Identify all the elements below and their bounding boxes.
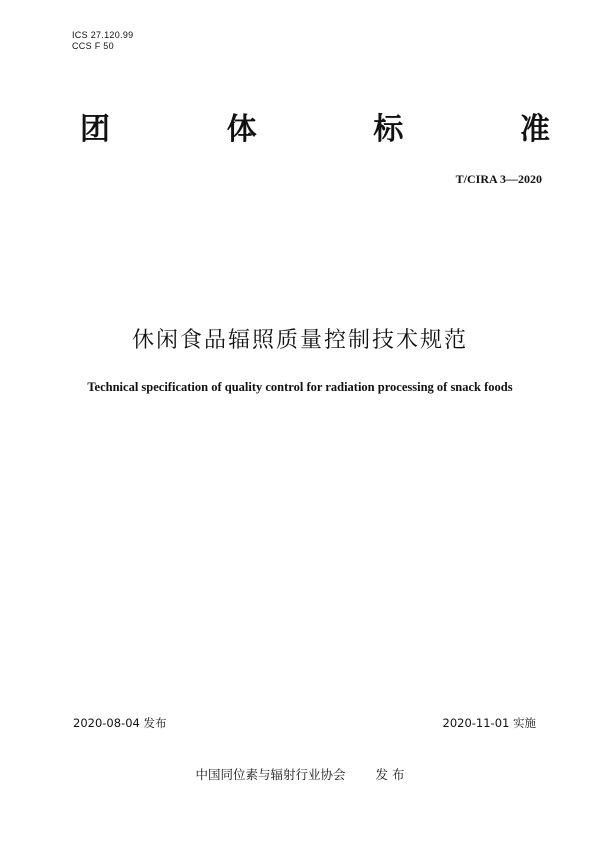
doc-type-char: 准 — [519, 112, 550, 147]
document-type-heading — [80, 112, 550, 148]
issuer-line — [0, 765, 600, 783]
ccs-code: CCS F 50 — [72, 41, 114, 51]
doc-type-char: 团 — [80, 112, 110, 147]
classification-codes — [72, 30, 133, 52]
title-chinese: 休闲食品辐照质量控制技术规范 — [131, 328, 468, 353]
issuer-name: 中国同位素与辐射行业协会 — [195, 767, 346, 782]
ics-code: ICS 27.120.99 — [72, 30, 134, 40]
issuer-action: 发 布 — [375, 767, 405, 782]
divider-line — [72, 738, 542, 739]
doc-type-char: 标 — [373, 112, 404, 147]
standard-number: T/CIRA 3—2020 — [455, 172, 542, 186]
implementation-date: 2020-11-01 实施 — [442, 716, 536, 730]
issue-date: 2020-08-04 发布 — [73, 716, 167, 730]
title-english: Technical specification of quality control for radiation processing of snack foods — [87, 380, 513, 394]
doc-type-char: 体 — [226, 112, 257, 147]
